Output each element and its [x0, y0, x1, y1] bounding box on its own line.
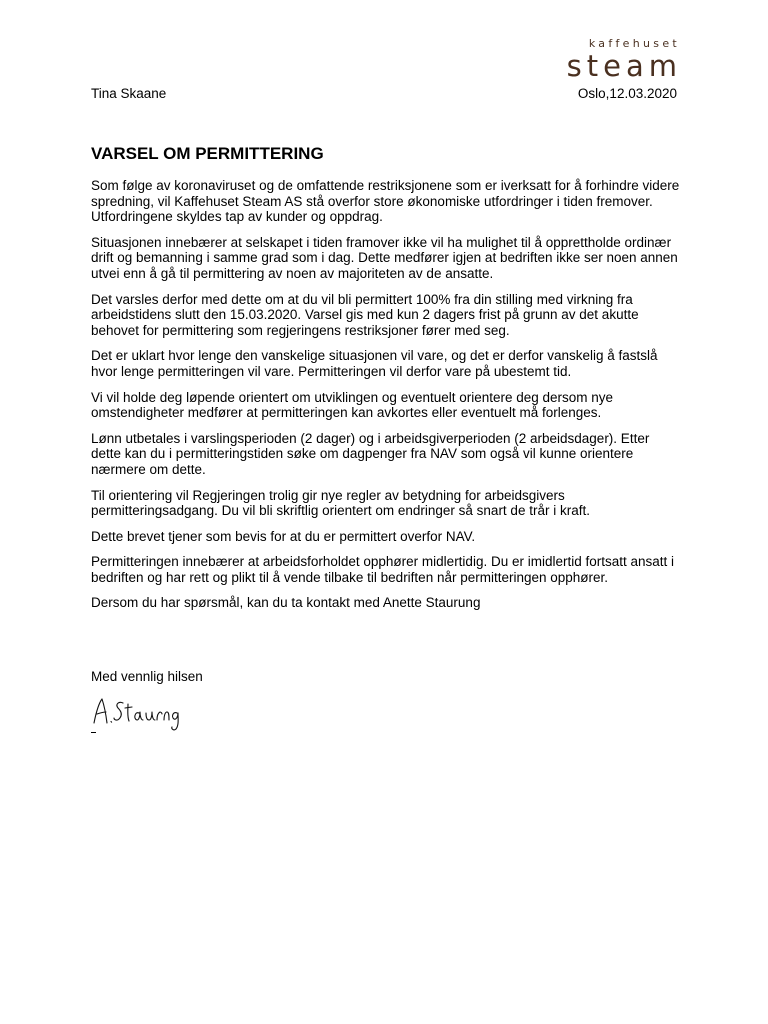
place-and-date: Oslo,12.03.2020 [577, 86, 677, 101]
letter-body [91, 178, 681, 621]
company-logo [566, 37, 682, 83]
paragraph: Som følge av koronaviruset og de omfattende restriksjonene som er iverksatt for å forhindre videre spredning, vil Kaffehuset Steam AS stå overfor store økonomiske utfordringer i tiden fremover. Utfordringene skyldes tap av kunder og oppdrag. [91, 178, 680, 225]
logo-subtitle: kaffehuset [588, 37, 680, 50]
paragraph: Dette brevet tjener som bevis for at du er permittert overfor NAV. [91, 528, 476, 544]
paragraph: Situasjonen innebærer at selskapet i tiden framover ikke vil ha mulighet til å opprettholde ordinær drift og bemanning i samme grad som i dag. Dette medfører igjen at bedriften ikke ser noen annen utvei enn å gå til permittering av noen av majoriteten av de ansatte. [91, 234, 678, 281]
sender-name: Tina Skaane [91, 86, 167, 101]
signature-line [91, 732, 96, 733]
handwritten-signature [90, 695, 186, 731]
letter-title: VARSEL OM PERMITTERING [91, 144, 324, 163]
paragraph: Vi vil holde deg løpende orientert om utviklingen og eventuelt orientere deg dersom nye omstendigheter medfører at permitteringen kan avkortes eller eventuelt må forlenges. [91, 389, 614, 421]
paragraph: Det er uklart hvor lenge den vanskelige situasjonen vil vare, og det er derfor vanskelig å fastslå hvor lenge permitteringen vil vare. Permitteringen vil derfor vare på ubestemt tid. [91, 348, 658, 379]
paragraph: Til orientering vil Regjeringen trolig gir nye regler av betydning for arbeidsgivers permitteringsadgang. Du vil bli skriftlig orientert om endringer så snart de trår i kraft. [91, 487, 590, 519]
paragraph: Lønn utbetales i varslingsperioden (2 dager) og i arbeidsgiverperioden (2 arbeidsdager). Etter dette kan du i permitteringstiden søke om dagpenger fra NAV som også vil kunne orientere nærmere om dette. [91, 430, 650, 477]
closing-greeting: Med vennlig hilsen [91, 669, 203, 684]
paragraph: Det varsles derfor med dette om at du vil bli permittert 100% fra din stilling med virkning fra arbeidstidens slutt den 15.03.2020. Varsel gis med kun 2 dagers frist på grunn av det akutte behovet for permittering som regjeringens restriksjoner fører med seg. [91, 291, 639, 338]
paragraph: Dersom du har spørsmål, kan du ta kontakt med Anette Staurung [91, 595, 481, 611]
logo-wordmark: steam [566, 49, 682, 83]
paragraph: Permitteringen innebærer at arbeidsforholdet opphører midlertidig. Du er imidlertid fortsatt ansatt i bedriften og har rett og plikt til å vende tilbake til bedriften når permitteringen opphører. [91, 554, 675, 585]
